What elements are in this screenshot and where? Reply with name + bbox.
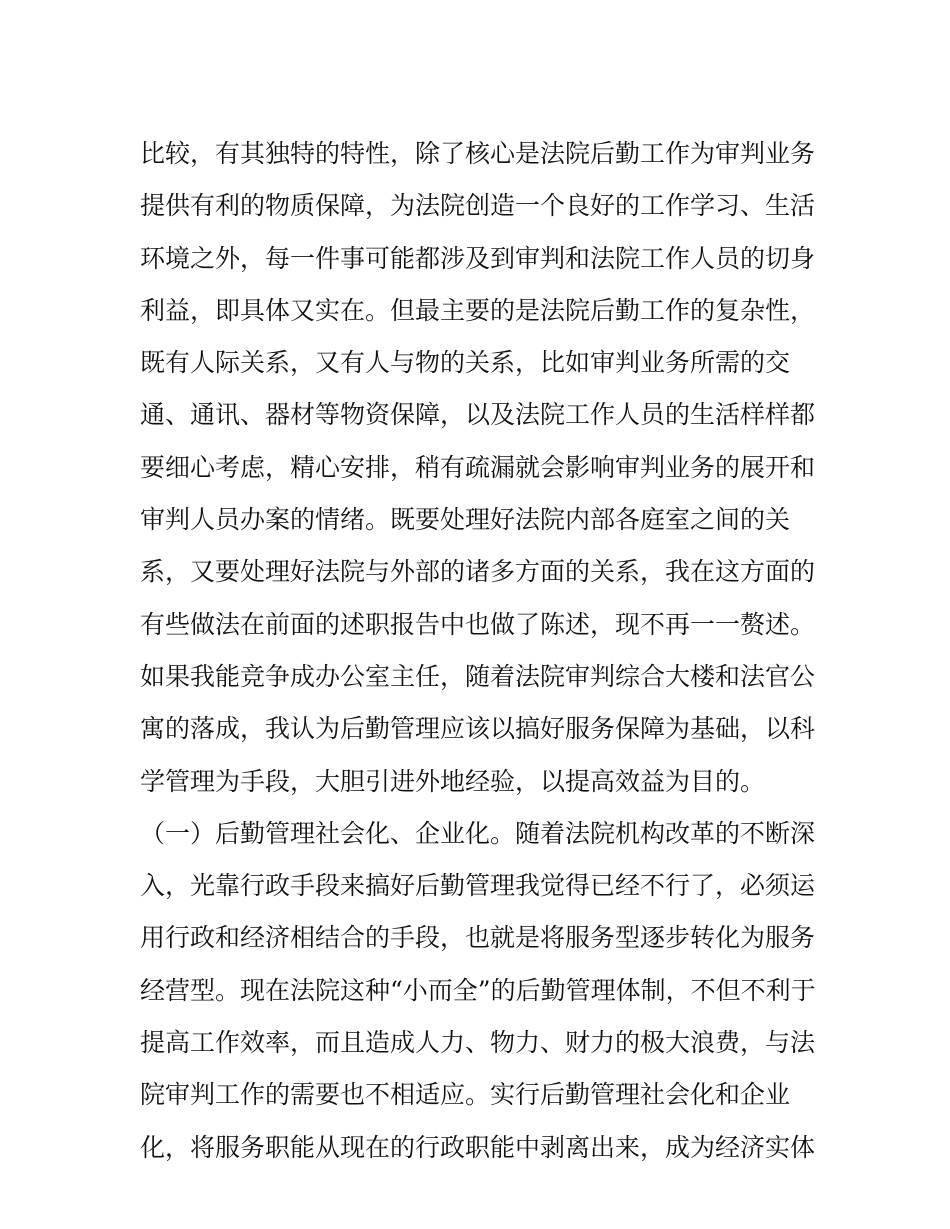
- text-line: 系，又要处理好法院与外部的诸多方面的关系，我在这方面的: [140, 557, 816, 587]
- text-line: 提供有利的物质保障，为法院创造一个良好的工作学习、生活: [140, 191, 816, 221]
- text-line: 经营型。现在法院这种“小而全”的后勤管理体制，不但不利于: [140, 975, 816, 1005]
- text-line: 既有人际关系，又有人与物的关系，比如审判业务所需的交: [140, 348, 791, 378]
- text-line: 如果我能竞争成办公室主任，随着法院审判综合大楼和法官公: [140, 661, 816, 691]
- text-line: 院审判工作的需要也不相适应。实行后勤管理社会化和企业: [140, 1080, 791, 1110]
- text-line: 寓的落成，我认为后勤管理应该以搞好服务保障为基础，以科: [140, 714, 816, 744]
- text-line: 化，将服务职能从现在的行政职能中剥离出来，成为经济实体: [140, 1132, 816, 1162]
- body-text: [140, 128, 820, 1174]
- text-line: 比较，有其独特的特性，除了核心是法院后勤工作为审判业务: [140, 139, 816, 168]
- text-line: 通、通讯、器材等物资保障，以及法院工作人员的生活样样都: [140, 400, 816, 430]
- text-line: 要细心考虑，精心安排，稍有疏漏就会影响审判业务的展开和: [140, 452, 816, 482]
- text-line: 有些做法在前面的述职报告中也做了陈述，现不再一一赘述。: [140, 609, 816, 639]
- text-line: 提高工作效率，而且造成人力、物力、财力的极大浪费，与法: [140, 1028, 816, 1058]
- text-line: （一）后勤管理社会化、企业化。随着法院机构改革的不断深: [140, 818, 816, 848]
- text-line: 审判人员办案的情绪。既要处理好法院内部各庭室之间的关: [140, 505, 791, 535]
- text-line: 用行政和经济相结合的手段，也就是将服务型逐步转化为服务: [140, 923, 816, 953]
- text-line: 利益，即具体又实在。但最主要的是法院后勤工作的复杂性，: [140, 295, 816, 325]
- text-line: 入，光靠行政手段来搞好后勤管理我觉得已经不行了，必须运: [140, 871, 816, 901]
- text-line: 环境之外，每一件事可能都涉及到审判和法院工作人员的切身: [140, 243, 816, 273]
- text-line: 学管理为手段，大胆引进外地经验，以提高效益为目的。: [140, 766, 766, 796]
